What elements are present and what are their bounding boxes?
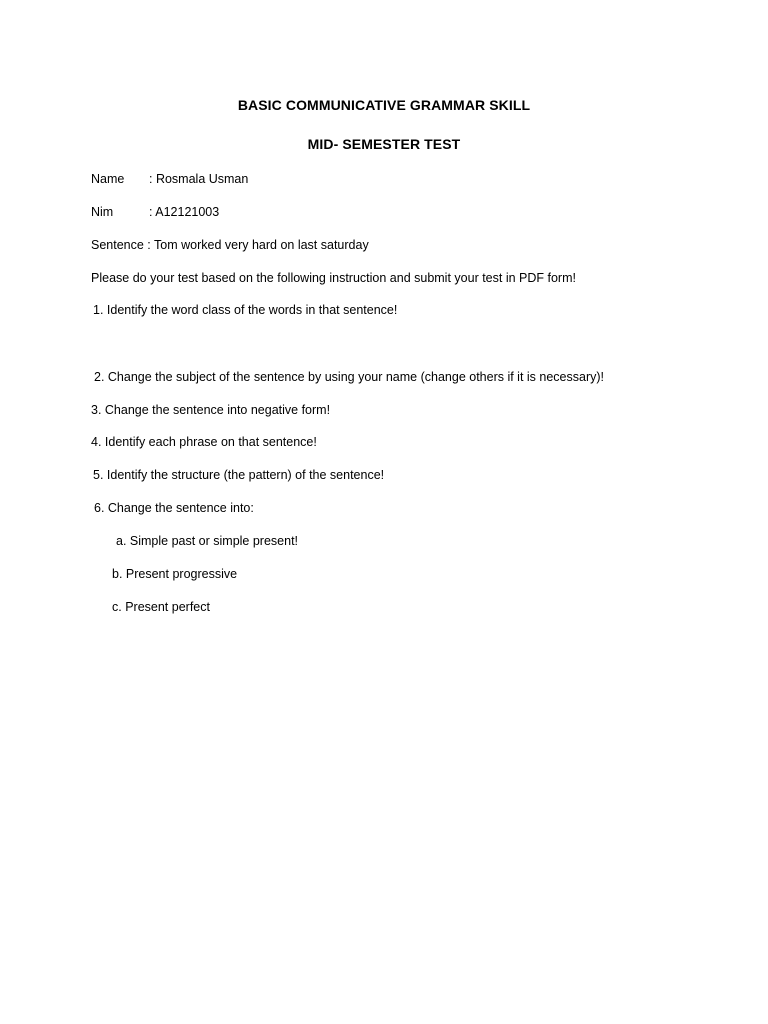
sub-item-a: a. Simple past or simple present! <box>116 534 299 548</box>
question-2: 2. Change the subject of the sentence by using your name (change others if it is necessary)! <box>94 370 605 384</box>
instruction-line: Please do your test based on the following instruction and submit your test in PDF form! <box>91 271 576 285</box>
name-value: : Rosmala Usman <box>149 172 249 186</box>
nim-value: : A12121003 <box>149 205 220 219</box>
question-1: 1. Identify the word class of the words in that sentence! <box>93 303 398 317</box>
sub-item-c: c. Present perfect <box>112 600 210 614</box>
question-6: 6. Change the sentence into: <box>94 501 254 515</box>
document-subtitle: MID- SEMESTER TEST <box>307 136 461 152</box>
question-4: 4. Identify each phrase on that sentence! <box>91 435 317 449</box>
question-3: 3. Change the sentence into negative form! <box>91 403 331 417</box>
document-title: BASIC COMMUNICATIVE GRAMMAR SKILL <box>237 97 531 113</box>
nim-field <box>91 204 219 220</box>
name-label: Name <box>91 172 125 186</box>
sentence-line: Sentence : Tom worked very hard on last saturday <box>91 238 369 252</box>
sub-item-b: b. Present progressive <box>112 567 238 581</box>
name-field <box>91 171 248 187</box>
question-5: 5. Identify the structure (the pattern) of the sentence! <box>93 468 385 482</box>
nim-label: Nim <box>91 205 114 219</box>
